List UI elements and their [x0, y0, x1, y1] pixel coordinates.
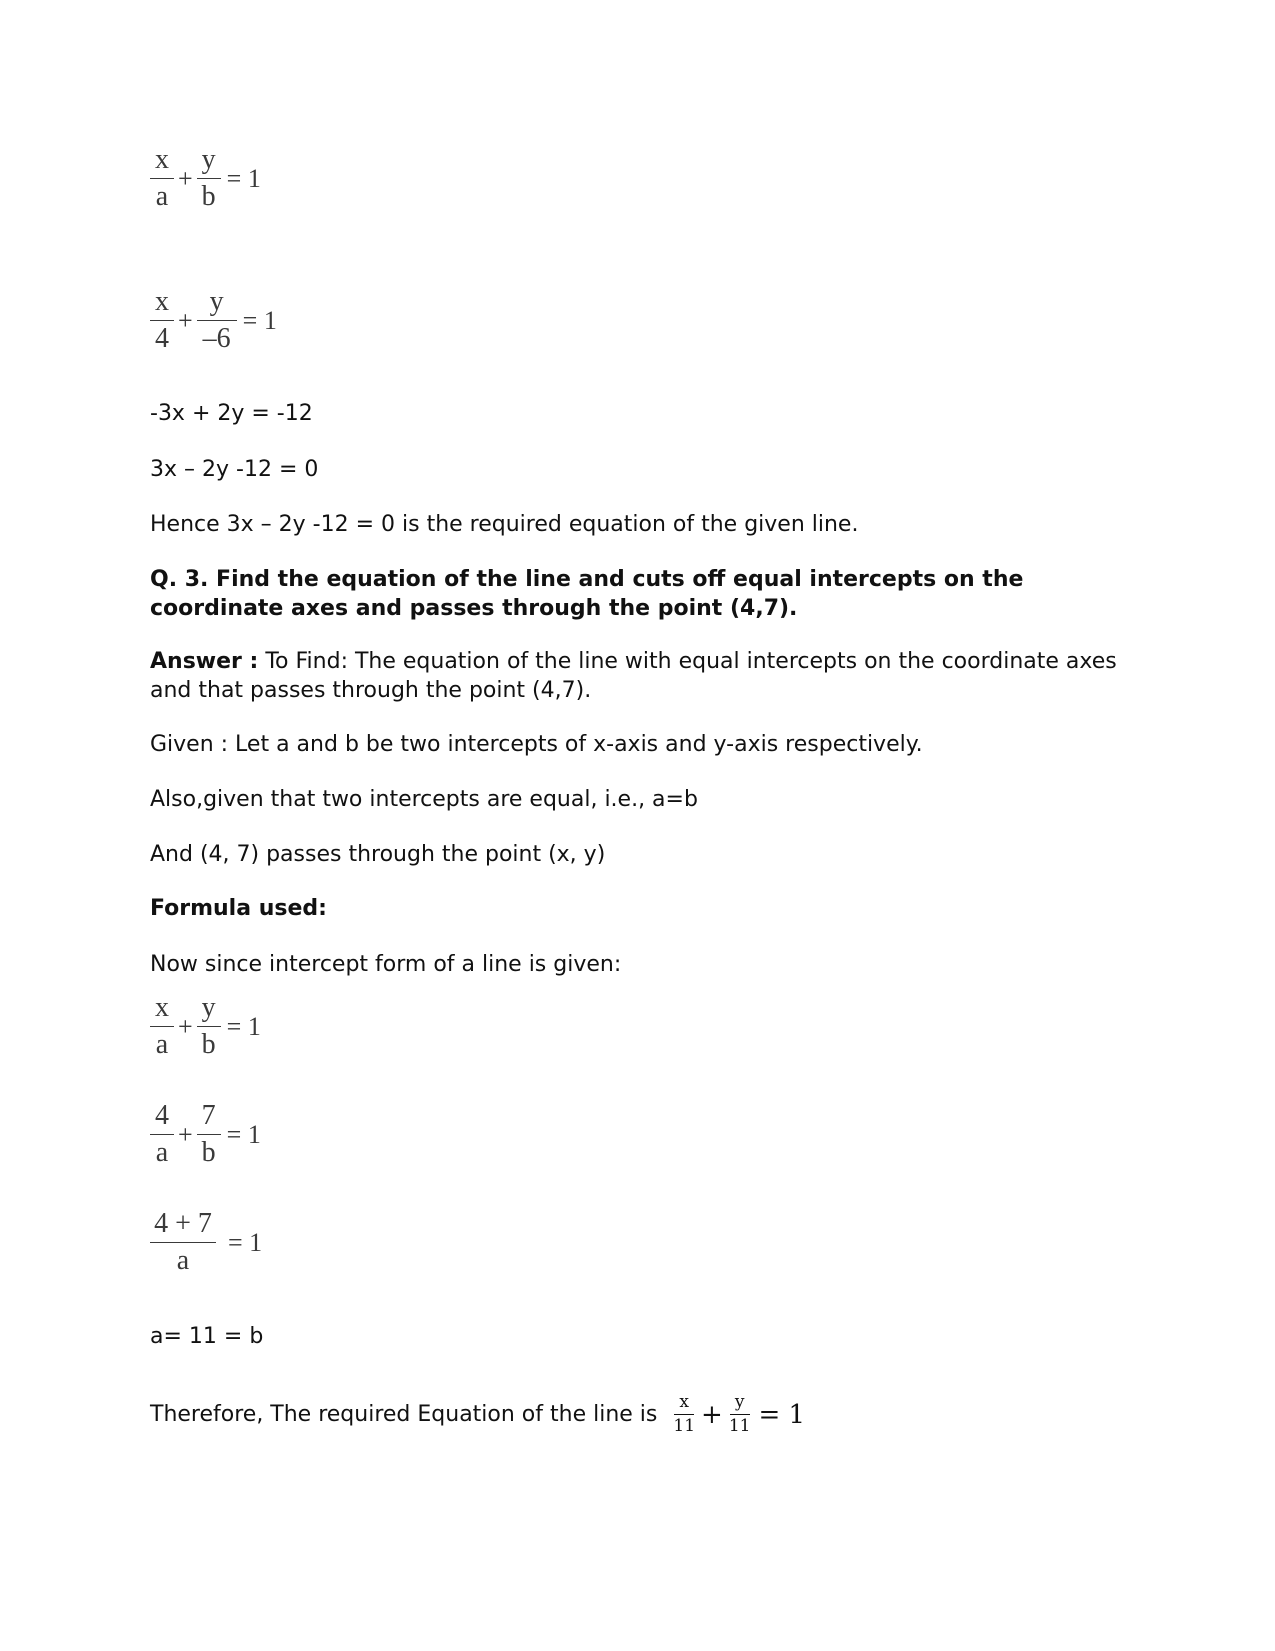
plus-operator: + [701, 1399, 723, 1430]
equation-intercept-form-2 [150, 994, 261, 1059]
equation-point-substituted [150, 1102, 261, 1167]
final-equation [671, 1394, 805, 1435]
plus-operator: + [178, 1011, 193, 1041]
numerator: y [730, 1394, 750, 1415]
denominator: 4 [155, 323, 169, 354]
denominator: –6 [202, 323, 231, 354]
equals-one: = 1 [242, 305, 277, 335]
equals-one: = 1 [758, 1399, 806, 1430]
equals-one: = 1 [226, 1119, 261, 1149]
final-answer-line [150, 1394, 805, 1435]
also-line: Also,given that two intercepts are equal, i.e., a=b [150, 787, 698, 812]
conclusion-line: Hence 3x – 2y -12 = 0 is the required equation of the given line. [150, 512, 859, 537]
equation-intercept-form [150, 146, 261, 211]
numerator: x [674, 1394, 694, 1415]
equation-combined [150, 1210, 262, 1275]
fraction-y-over-b [197, 994, 221, 1059]
point-line: And (4, 7) passes through the point (x, y) [150, 842, 606, 867]
denominator: 11 [673, 1416, 696, 1436]
answer-text: To Find: The equation of the line with equal intercepts on the coordinate axes and that passes through the point (4,7). [150, 649, 1117, 703]
fraction-y-over-b [197, 146, 221, 211]
denominator: a [155, 1137, 169, 1168]
denominator: a [155, 1029, 169, 1060]
denominator: b [201, 1029, 216, 1060]
numerator: y [197, 994, 221, 1027]
equals-one: = 1 [226, 163, 261, 193]
numerator: x [150, 146, 174, 179]
step-line-2: 3x – 2y -12 = 0 [150, 457, 319, 482]
equation-substituted [150, 288, 277, 353]
fraction-7-over-b [197, 1102, 221, 1167]
step-line-1: -3x + 2y = -12 [150, 401, 313, 426]
numerator: y [197, 146, 221, 179]
denominator: b [201, 1137, 216, 1168]
fraction-x-over-4 [150, 288, 174, 353]
numerator: x [150, 994, 174, 1027]
formula-label: Formula used: [150, 896, 327, 921]
intercept-form-intro: Now since intercept form of a line is given: [150, 952, 622, 977]
numerator: 4 + 7 [150, 1210, 216, 1243]
numerator: y [197, 288, 237, 321]
question-heading: Q. 3. Find the equation of the line and cuts off equal intercepts on the coordinate axes and passes through the point (4,7). [150, 567, 1024, 621]
plus-operator: + [178, 163, 193, 193]
given-line: Given : Let a and b be two intercepts of x-axis and y-axis respectively. [150, 732, 923, 757]
final-answer-text: Therefore, The required Equation of the line is [150, 1402, 658, 1427]
denominator: a [176, 1245, 190, 1276]
fraction-x-over-11 [671, 1394, 697, 1435]
denominator: 11 [728, 1416, 751, 1436]
fraction-sum-over-a [150, 1210, 216, 1275]
numerator: x [150, 288, 174, 321]
answer-label: Answer : [150, 649, 259, 674]
fraction-4-over-a [150, 1102, 174, 1167]
fraction-x-over-a [150, 994, 174, 1059]
answer-paragraph [150, 647, 1130, 705]
result-line: a= 11 = b [150, 1324, 264, 1349]
equals-one: = 1 [226, 1011, 261, 1041]
fraction-y-over-minus-6 [197, 288, 237, 353]
fraction-y-over-11 [727, 1394, 753, 1435]
numerator: 7 [197, 1102, 221, 1135]
equals-one: = 1 [228, 1227, 263, 1257]
numerator: 4 [150, 1102, 174, 1135]
fraction-x-over-a [150, 146, 174, 211]
denominator: a [155, 181, 169, 212]
plus-operator: + [178, 1119, 193, 1149]
denominator: b [201, 181, 216, 212]
plus-operator: + [178, 305, 193, 335]
